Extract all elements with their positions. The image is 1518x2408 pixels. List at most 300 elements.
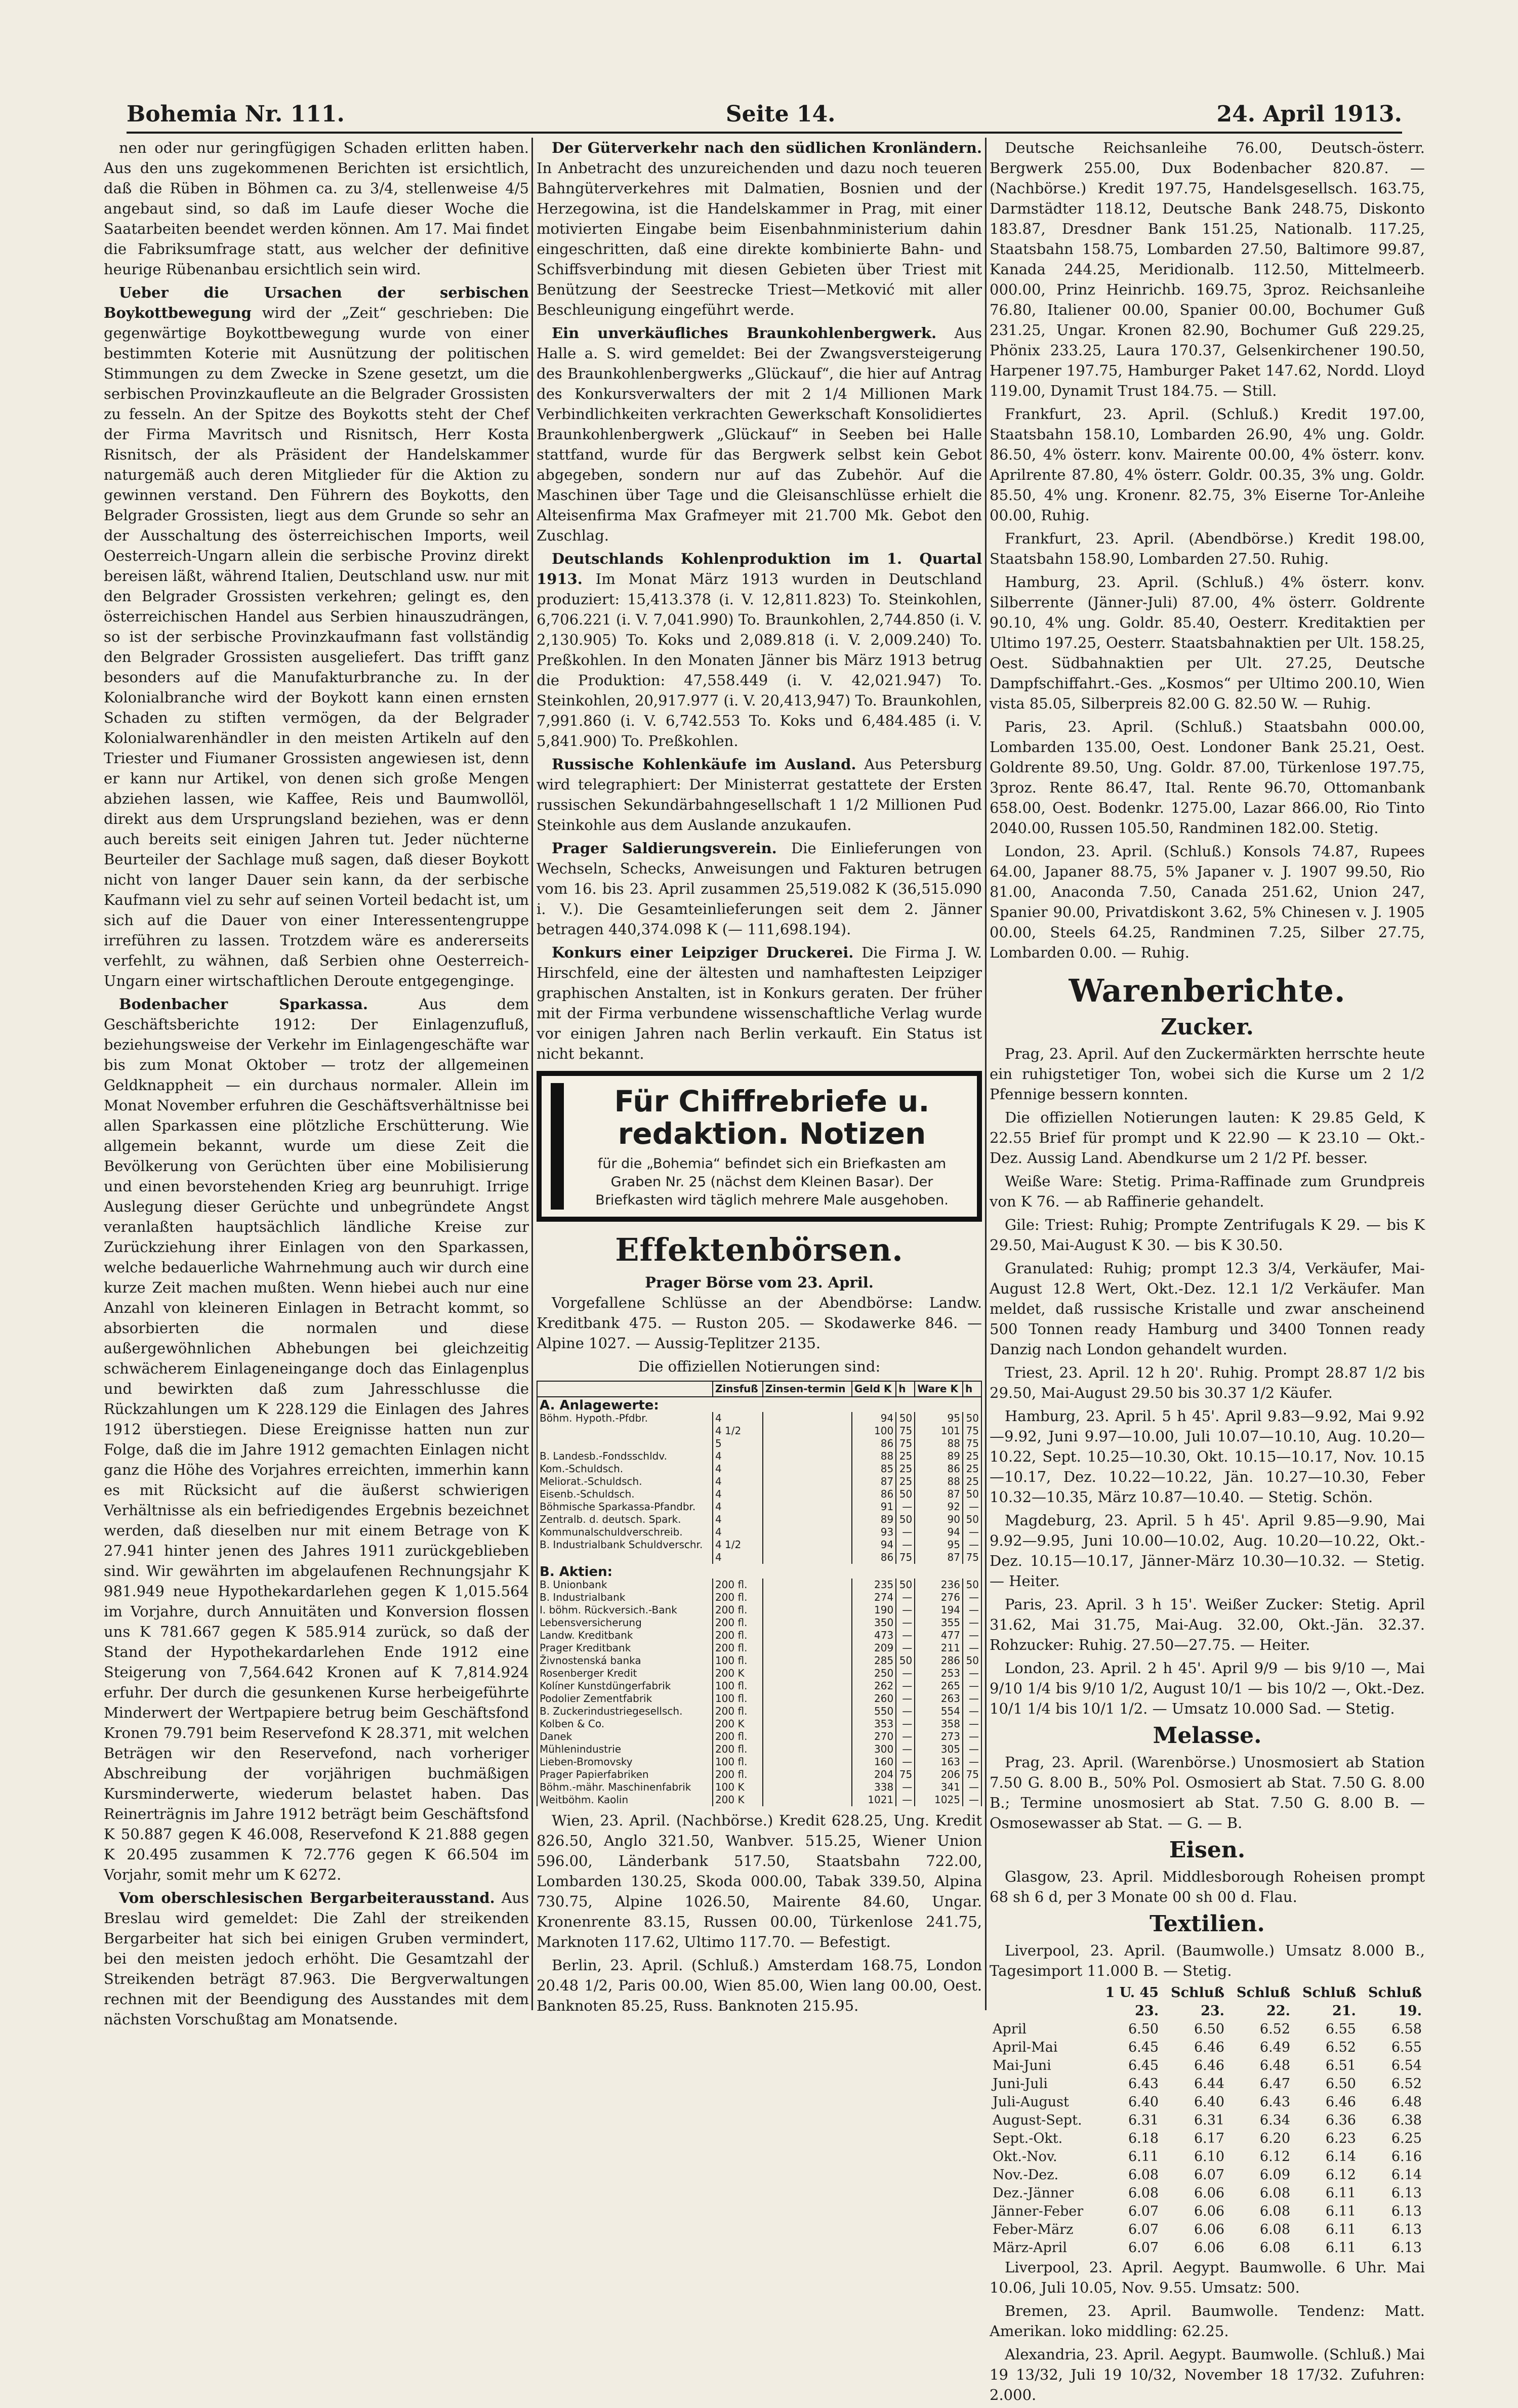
article-text: Die Firma J. W. Hirschfeld, eine der ältesten und namhaftesten Leipziger graphischen Anstalten, ist in Konkurs geraten. Der früher mit der Firma verbundene wissenschaftliche Verlag wurde vor einigen Jahren nach Berlin verkauft. Ein Status ist nicht bekannt. <box>537 944 982 1062</box>
table-cell: 285 <box>852 1654 896 1667</box>
table-cell: 6.40 <box>1128 2094 1159 2110</box>
table-header-cell: 1 U. 45 <box>1105 1985 1159 2001</box>
table-cell: 86 <box>852 1488 896 1501</box>
table-cell: 6.50 <box>1194 2021 1225 2037</box>
table-row <box>990 2184 1425 2203</box>
table-cell: 6.18 <box>1128 2131 1159 2146</box>
table-cell <box>763 1730 852 1743</box>
table-row <box>537 1437 981 1450</box>
table-cell: 6.52 <box>1325 2040 1356 2055</box>
table-cell: 286 <box>915 1654 963 1667</box>
table-cell: — <box>963 1616 981 1629</box>
article-text: In Anbetracht des unzureichenden und dazu noch teueren Bahngüterverkehres mit Dalmatien, Bosnien und der Herzegowina, ist die Handelskammer in Prag, mit einer motivierten Eingabe beim Eisenbahnministerium dahin eingeschritten, daß eine direkte kombinierte Bahn- und Schiffsverbindung mit diesen Gebieten über Triest mit Benützung der Seestrecke Triest—Metković mit aller Beschleunigung eingeführt werde. <box>537 159 982 318</box>
table-cell: 6.08 <box>1128 2185 1159 2201</box>
table-cell: Weitböhm. Kaolin <box>537 1794 713 1806</box>
table-cell: 50 <box>963 1488 981 1501</box>
table-cell: 95 <box>915 1412 963 1425</box>
table-group-row <box>537 1564 981 1579</box>
table-body <box>990 2020 1425 2257</box>
table-cell: — <box>896 1616 915 1629</box>
table-cell: 206 <box>915 1768 963 1781</box>
table-cell: — <box>896 1629 915 1642</box>
table-cell: — <box>896 1680 915 1692</box>
table-header-cell: 19. <box>1398 2003 1422 2019</box>
table-cell: 6.11 <box>1325 2240 1356 2256</box>
table-cell: — <box>896 1743 915 1756</box>
table-row <box>537 1513 981 1526</box>
table-cell: 6.50 <box>1325 2076 1356 2092</box>
table-cell: 25 <box>896 1463 915 1475</box>
table-cell: 6.51 <box>1325 2058 1356 2073</box>
table-cell: 6.08 <box>1128 2167 1159 2183</box>
table-cell: 86 <box>915 1463 963 1475</box>
table-cell: 305 <box>915 1743 963 1756</box>
table-cell: 477 <box>915 1629 963 1642</box>
table-cell: Lebensversicherung <box>537 1616 713 1629</box>
table-cell: 274 <box>852 1591 896 1604</box>
table-cell: April-Mai <box>993 2040 1058 2055</box>
table-cell: 95 <box>915 1539 963 1551</box>
article-text: Aus Halle a. S. wird gemeldet: Bei der Zwangsversteigerung des Braunkohlenbergwerks „Glückauf“, die hier auf Antrag des Konkursverwalters der mit 2 1/4 Millionen Mark Verbindlichkeiten verkrachten Gewerkschaft Konsolidiertes Braunkohlenbergwerk „Glückauf“ in Seeben bei Halle stattfand, wurde für das Bergwerk selbst kein Gebot abgegeben, sondern nur auf das Zubehör. Auf die Maschinen über Tage und die Gleisanschlüsse erhielt die Alteisenfirma Max Grafmeyer mit 21.700 Mk. Gebot den Zuschlag. <box>537 324 982 544</box>
table-cell: 6.11 <box>1325 2222 1356 2237</box>
table-cell: 6.54 <box>1391 2058 1422 2073</box>
table-cell: Zentralb. d. deutsch. Spark. <box>537 1513 713 1526</box>
table-cell: — <box>963 1781 981 1794</box>
table-cell: 6.40 <box>1194 2094 1225 2110</box>
table-cell: 6.55 <box>1391 2040 1422 2055</box>
table-cell: 200 K <box>713 1718 763 1730</box>
table-cell: — <box>963 1591 981 1604</box>
table-cell: 6.07 <box>1128 2240 1159 2256</box>
table-cell: 89 <box>915 1450 963 1463</box>
article-paragraph: Gile: Triest: Ruhig; Prompte Zentrifugals K 29. — bis K 29.50, Mai-August K 30. — bis K 30.50. <box>990 1216 1425 1254</box>
table-header-cell: 23. <box>1135 2003 1159 2019</box>
article-paragraph: Vorgefallene Schlüsse an der Abendbörse: Landw. Kreditbank 475. — Ruston 205. — Skodawerke 846. — Alpine 1027. — Aussig-Teplitzer 2135. <box>537 1294 982 1352</box>
table-header-row <box>990 2002 1425 2020</box>
table-cell <box>763 1539 852 1551</box>
column-3 <box>990 138 1425 2408</box>
table-cell: 6.44 <box>1194 2076 1225 2092</box>
table-row <box>537 1539 981 1551</box>
table-cell: Meliorat.-Schuldsch. <box>537 1475 713 1488</box>
table-cell: Böhmische Sparkassa-Pfandbr. <box>537 1501 713 1513</box>
table-cell: 4 1/2 <box>713 1539 763 1551</box>
table-row <box>537 1654 981 1667</box>
table-row <box>990 2093 1425 2111</box>
table-cell: 200 fl. <box>713 1642 763 1654</box>
article-paragraph <box>104 994 529 1885</box>
table-cell: 6.11 <box>1325 2204 1356 2219</box>
table-cell: 6.08 <box>1259 2185 1291 2201</box>
table-cell: 6.45 <box>1128 2040 1159 2055</box>
table-cell: 4 <box>713 1412 763 1425</box>
table-cell: 87 <box>915 1488 963 1501</box>
table-cell: — <box>896 1501 915 1513</box>
table-cell: — <box>896 1781 915 1794</box>
table-cell: — <box>963 1730 981 1743</box>
article-paragraph: Paris, 23. April. (Schluß.) Staatsbahn 000.00, Lombarden 135.00, Oest. Londoner Bank 25.21, Oest. Goldrente 89.50, Ung. Goldr. 87.00, Türkenlose 197.75, 3proz. Rente 86.47, Ital. Rente 96.70, Ottomanbank 658.00, Oest. Bodenkr. 1275.00, Lazar 866.00, Rio Tinto 2040.00, Russen 105.50, Randminen 182.00. Stetig. <box>990 718 1425 837</box>
table-cell: 94 <box>852 1412 896 1425</box>
table-cell <box>763 1501 852 1513</box>
table-cell: I. böhm. Rückversich.-Bank <box>537 1604 713 1616</box>
subsection-title: Prager Börse vom 23. April. <box>645 1274 874 1291</box>
table-cell: 6.49 <box>1259 2040 1291 2055</box>
table-cell: — <box>896 1667 915 1680</box>
table-cell: 6.06 <box>1194 2222 1225 2237</box>
table-cell: 200 fl. <box>713 1743 763 1756</box>
advertisement-title: Für Chiffrebriefe u. redaktion. Notizen <box>614 1084 930 1151</box>
table-row <box>537 1591 981 1604</box>
article-paragraph <box>104 282 529 991</box>
table-cell: 90 <box>915 1513 963 1526</box>
table-cell <box>763 1412 852 1425</box>
table-cell: 100 fl. <box>713 1680 763 1692</box>
table-group-label: A. Anlagewerte: <box>537 1397 981 1412</box>
article-heading: Russische Kohlenkäufe im Ausland. <box>552 756 856 773</box>
article-paragraph: Prag, 23. April. Auf den Zuckermärkten herrschte heute ein ruhigstetiger Ton, wobei sich die Kurse um 2 1/2 Pfennige bessern konnten. <box>990 1045 1425 1103</box>
stock-quotation-table <box>537 1381 982 1806</box>
article-paragraph: Hamburg, 23. April. 5 h 45'. April 9.83—9.92, Mai 9.92—9.92, Juni 9.97—10.00, Juli 10.07—10.10, Aug. 10.20—10.22, Sept. 10.25—10.30, Okt. 10.15—10.17, Nov. 10.15—10.17, Dez. 10.22—10.22, Jän. 10.27—10.30, Feber 10.32—10.35, März 10.87—10.40. — Stetig. Schön. <box>990 1407 1425 1506</box>
article-paragraph: Triest, 23. April. 12 h 20'. Ruhig. Prompt 28.87 1/2 bis 29.50, Mai-August 29.50 bis 30.37 1/2 Käufer. <box>990 1364 1425 1401</box>
article-heading: Ueber die Ursachen der serbischen Boykottbewegung <box>104 284 529 321</box>
table-cell: 100 fl. <box>713 1756 763 1768</box>
table-cell <box>763 1616 852 1629</box>
table-row <box>990 2166 1425 2184</box>
masthead-left: Bohemia Nr. 111. <box>127 101 345 127</box>
table-cell: — <box>963 1539 981 1551</box>
table-cell: — <box>963 1526 981 1539</box>
table-cell: — <box>963 1794 981 1806</box>
article-text: Aus Petersburg wird telegraphiert: Der Ministerrat gestattete der Ersten russischen Sekundärbahngesellschaft 1 1/2 Millionen Pud Steinkohle aus dem Auslande anzukaufen. <box>537 756 982 834</box>
table-cell: 473 <box>852 1629 896 1642</box>
subsection-title-textilien: Textilien. <box>1150 1911 1265 1937</box>
article-paragraph: Glasgow, 23. April. Middlesborough Roheisen prompt 68 sh 6 d, per 3 Monate 00 sh 00 d. Flau. <box>990 1868 1425 1905</box>
table-row <box>537 1616 981 1629</box>
table-cell: 6.11 <box>1128 2149 1159 2165</box>
table-row <box>990 2221 1425 2239</box>
table-cell: 250 <box>852 1667 896 1680</box>
table-row <box>537 1463 981 1475</box>
table-cell: 200 K <box>713 1667 763 1680</box>
table-row <box>537 1629 981 1642</box>
table-cell: 270 <box>852 1730 896 1743</box>
table-row <box>990 2130 1425 2148</box>
table-cell: 6.48 <box>1259 2058 1291 2073</box>
table-cell: Juni-Juli <box>993 2076 1048 2092</box>
table-row <box>990 2239 1425 2257</box>
article-paragraph: Liverpool, 23. April. (Baumwolle.) Umsatz 8.000 B., Tagesimport 11.000 B. — Stetig. <box>990 1942 1425 1979</box>
table-cell: 211 <box>915 1642 963 1654</box>
table-cell: 94 <box>915 1526 963 1539</box>
table-cell: 75 <box>896 1425 915 1437</box>
table-cell: 6.09 <box>1259 2167 1291 2183</box>
article-paragraph: Prag, 23. April. (Warenbörse.) Unosmosiert ab Station 7.50 G. 8.00 B., 50% Pol. Osmosiert ab Stat. 7.50 G. 8.00 B.; Termine unosmosiert ab Stat. 7.50 G. 8.00 B. — Osmosewasser ab Stat. — G. — B. <box>990 1754 1425 1832</box>
table-header-cell: Geld K <box>852 1381 896 1397</box>
table-cell: 1025 <box>915 1794 963 1806</box>
table-cell: 209 <box>852 1642 896 1654</box>
table-cell: 6.06 <box>1194 2240 1225 2256</box>
article-paragraph: Alexandria, 23. April. Aegypt. Baumwolle. (Schluß.) Mai 19 13/32, Juli 19 10/32, November 18 17/32. Zufuhren: 2.000. <box>990 2346 1425 2403</box>
table-row <box>537 1743 981 1756</box>
article-heading: Ein unverkäufliches Braunkohlenbergwerk. <box>552 324 937 342</box>
table-header-cell: Schluß <box>1237 1985 1291 2001</box>
table-cell: 1021 <box>852 1794 896 1806</box>
table-cell: 89 <box>852 1513 896 1526</box>
table-group-label: B. Aktien: <box>537 1564 981 1579</box>
table-row <box>990 2039 1425 2057</box>
table-cell: 6.07 <box>1128 2204 1159 2219</box>
table-cell: — <box>896 1539 915 1551</box>
table-cell: 6.12 <box>1325 2167 1356 2183</box>
table-cell: 265 <box>915 1680 963 1692</box>
section-title-effektenboersen: Effektenbörsen. <box>615 1231 904 1268</box>
table-cell: 75 <box>896 1768 915 1781</box>
subsection-title-melasse: Melasse. <box>1153 1723 1262 1749</box>
table-cell: 6.46 <box>1194 2040 1225 2055</box>
table-body <box>537 1397 981 1806</box>
article-paragraph: Liverpool, 23. April. Aegypt. Baumwolle. 6 Uhr. Mai 10.06, Juli 10.05, Nov. 9.55. Umsatz: 500. <box>990 2259 1425 2296</box>
table-cell <box>763 1463 852 1475</box>
table-cell: B. Zuckerindustriegesellsch. <box>537 1705 713 1718</box>
table-cell: 25 <box>896 1475 915 1488</box>
table-cell: — <box>896 1591 915 1604</box>
table-cell: 6.13 <box>1391 2204 1422 2219</box>
article-paragraph <box>537 138 982 320</box>
table-cell: 6.08 <box>1259 2204 1291 2219</box>
article-paragraph <box>537 549 982 751</box>
table-cell <box>763 1781 852 1794</box>
table-cell: Kolíner Kunstdüngerfabrik <box>537 1680 713 1692</box>
table-cell: 6.07 <box>1194 2167 1225 2183</box>
table-cell <box>763 1437 852 1450</box>
table-cell <box>763 1475 852 1488</box>
table-row <box>990 2020 1425 2039</box>
table-cell: 6.11 <box>1325 2185 1356 2201</box>
table-row <box>990 2075 1425 2093</box>
table-row <box>990 2148 1425 2166</box>
table-row <box>537 1680 981 1692</box>
table-row <box>537 1475 981 1488</box>
table-row <box>537 1667 981 1680</box>
table-cell: 163 <box>915 1756 963 1768</box>
table-cell: — <box>963 1718 981 1730</box>
article-text: Die Einlieferungen von Wechseln, Schecks, Anweisungen und Fakturen betrugen vom 16. bis 23. April zusammen 25,519.082 K (36,515.090 i. V.). Die Gesamteinlieferungen seit dem 2. Jänner betragen 440,374.098 K (— 111,698.194). <box>537 840 982 938</box>
table-cell: Prager Kreditbank <box>537 1642 713 1654</box>
table-cell: 93 <box>852 1526 896 1539</box>
column-rule <box>531 138 533 2010</box>
table-cell: — <box>963 1743 981 1756</box>
table-cell: 6.13 <box>1391 2185 1422 2201</box>
table-header-cell: h <box>896 1381 915 1397</box>
table-cell: 236 <box>915 1579 963 1591</box>
article-heading: Bodenbacher Sparkassa. <box>119 995 368 1013</box>
table-row <box>537 1579 981 1591</box>
table-cell: 6.06 <box>1194 2185 1225 2201</box>
table-cell: Sept.-Okt. <box>993 2131 1063 2146</box>
table-cell: — <box>896 1526 915 1539</box>
table-cell: — <box>963 1642 981 1654</box>
article-text: Im Monat März 1913 wurden in Deutschland produziert: 15,413.378 (i. V. 12,811.823) To. Steinkohlen, 6,706.221 (i. V. 7,041.990) To. Braunkohlen, 2,744.850 (i. V. 2,130.905) To. Koks und 2,089.818 (i. V. 2,009.240) To. Preßkohlen. In den Monaten Jänner bis März 1913 betrug die Produktion: 47,558.449 (i. V. 42,021.947) To. Steinkohlen, 20,917.977 (i. V. 20,413,947) To. Braunkohlen, 7,991.860 (i. V. 6,742.553 To. Koks und 6,484.485 (i. V. 5,841.900) To. Preßkohlen. <box>537 570 982 750</box>
table-cell <box>537 1437 713 1450</box>
table-cell: 75 <box>963 1437 981 1450</box>
table-cell: 85 <box>852 1463 896 1475</box>
table-cell: 358 <box>915 1718 963 1730</box>
table-cell: 350 <box>852 1616 896 1629</box>
article-paragraph: nen oder nur geringfügigen Schaden erlitten haben. Aus den uns zugekommenen Berichten ist ersichtlich, daß die Rüben in Böhmen ca. zu 3/4, stellenweise 4/5 angebaut sind, so daß im Laufe dieser Woche die Saatarbeiten beendet werden können. Am 17. Mai findet die Fabriksumfrage statt, aus welcher der definitive heurige Rübenanbau ersichtlich sein wird. <box>104 139 529 278</box>
table-cell: 200 fl. <box>713 1730 763 1743</box>
table-cell: 6.31 <box>1194 2112 1225 2128</box>
table-cell <box>763 1526 852 1539</box>
table-cell: 6.12 <box>1259 2149 1291 2165</box>
masthead-date: 24. April 1913. <box>1216 101 1402 127</box>
table-cell: 50 <box>963 1513 981 1526</box>
table-cell: Živnostenská banka <box>537 1654 713 1667</box>
table-cell: 25 <box>963 1475 981 1488</box>
table-cell <box>763 1488 852 1501</box>
table-header-cell <box>990 1984 1096 2002</box>
table-row <box>537 1501 981 1513</box>
table-cell: 6.13 <box>1391 2222 1422 2237</box>
table-cell: 87 <box>852 1475 896 1488</box>
article-heading: Vom oberschlesischen Bergarbeiterausstand. <box>119 1889 495 1906</box>
table-cell: 50 <box>896 1513 915 1526</box>
table-header-row <box>990 1984 1425 2002</box>
table-cell <box>537 1425 713 1437</box>
column-1 <box>104 138 529 2032</box>
table-cell: 86 <box>852 1551 896 1564</box>
table-cell: März-April <box>993 2240 1067 2256</box>
table-cell: 200 K <box>713 1794 763 1806</box>
table-cell: 25 <box>963 1450 981 1463</box>
table-cell <box>763 1551 852 1564</box>
table-cell: — <box>896 1642 915 1654</box>
table-cell <box>763 1794 852 1806</box>
table-cell: 88 <box>915 1437 963 1450</box>
table-cell: Rosenberger Kredit <box>537 1667 713 1680</box>
table-group-row <box>537 1397 981 1412</box>
table-cell: — <box>963 1705 981 1718</box>
article-paragraph: London, 23. April. 2 h 45'. April 9/9 — bis 9/10 —, Mai 9/10 1/4 bis 9/10 1/2, August 10/1 — bis 10/2 —, Okt.-Dez. 10/1 1/4 bis 10/1 1/2. — Umsatz 10.000 Sad. — Stetig. <box>990 1659 1425 1717</box>
table-cell <box>763 1680 852 1692</box>
table-cell: 50 <box>896 1579 915 1591</box>
table-header-cell: Zinsen-termin <box>763 1381 852 1397</box>
table-cell: 200 fl. <box>713 1616 763 1629</box>
table-cell: 262 <box>852 1680 896 1692</box>
article-paragraph <box>537 838 982 939</box>
table-cell: 50 <box>896 1412 915 1425</box>
table-cell: B. Industrialbank <box>537 1591 713 1604</box>
table-cell: Kom.-Schuldsch. <box>537 1463 713 1475</box>
table-cell: 355 <box>915 1616 963 1629</box>
article-text: wird der „Zeit“ geschrieben: Die gegenwärtige Boykottbewegung wurde von einer bestimmten Koterie mit Ausnützung der politischen Stimmungen zu dem Zwecke in Szene gesetzt, um die serbischen Provinzkaufleute an die Belgrader Grossisten zu fesseln. An der Spitze des Boykotts steht der Chef der Firma Mavritsch und Risnitsch, Herr Kosta Risnitsch, der als Präsident der Handelskammer naturgemäß auch deren Mitglieder für die Aktion zu gewinnen verstand. Den Führern des Boykotts, den Belgrader Grossisten, liegt aus dem Grunde so sehr an der Ausschaltung des österreichischen Imports, weil Oesterreich-Ungarn allein die serbische Provinz direkt bereisen läßt, während Italien, Deutschland usw. nur mit den Belgrader Grossisten verkehren; gelingt es, den österreichischen Handel aus Serbien hinauszudrängen, so ist der serbische Provinzkaufmann fast vollständig den Belgrader Grossisten ausgeliefert. Das trifft ganz besonders auf die Manufakturbranche zu. In der Kolonialbranche wird der Boykott kann einen ernsten Schaden zu stiften vermögen, da der Belgrader Kolonialwarenhändler in den meisten Artikeln auf den Triester und Fiumaner Grossisten angewiesen ist, denn er kann nur Artikel, von denen sich große Mengen abziehen lassen, wie Kaffee, Reis und Baumwollöl, direkt aus dem Ursprungsland beziehen, was er denn auch bereits seit einigen Jahren tut. Jeder nüchterne Beurteiler der Sachlage muß sagen, daß dieser Boykott nicht von langer Dauer sein kann, da der serbische Kaufmann viel zu sehr auf seinen Vorteil bedacht ist, um sich auf die Dauer von einer Interessentengruppe irreführen zu lassen. Trotzdem wäre es andererseits verfehlt, zu wähnen, daß Serbien ohne Oesterreich-Ungarn einer wirtschaftlichen Deroute entgegenginge. <box>104 304 529 989</box>
table-header-cell: Schluß <box>1368 1985 1422 2001</box>
table-cell: 6.31 <box>1128 2112 1159 2128</box>
table-cell: 260 <box>852 1692 896 1705</box>
table-cell: 253 <box>915 1667 963 1680</box>
table-cell: Prager Papierfabriken <box>537 1768 713 1781</box>
table-cell: — <box>896 1604 915 1616</box>
table-cell: — <box>896 1692 915 1705</box>
table-cell: 235 <box>852 1579 896 1591</box>
table-row <box>537 1781 981 1794</box>
table-cell <box>763 1604 852 1616</box>
table-cell <box>763 1692 852 1705</box>
table-cell: 4 <box>713 1463 763 1475</box>
table-header-row <box>537 1381 981 1397</box>
article-paragraph <box>104 1888 529 2029</box>
table-cell: 101 <box>915 1425 963 1437</box>
table-cell: 94 <box>852 1539 896 1551</box>
table-row <box>537 1425 981 1437</box>
table-header-cell <box>990 2002 1096 2020</box>
table-cell: 86 <box>852 1437 896 1450</box>
table-cell: 75 <box>963 1425 981 1437</box>
table-cell <box>763 1654 852 1667</box>
table-cell: 4 <box>713 1488 763 1501</box>
table-header-cell: Schluß <box>1302 1985 1356 2001</box>
table-cell: 4 <box>713 1475 763 1488</box>
table-cell <box>763 1705 852 1718</box>
article-paragraph <box>537 754 982 835</box>
table-cell: Mai-Juni <box>993 2058 1051 2073</box>
table-cell: 4 <box>713 1513 763 1526</box>
column-2 <box>537 138 982 2019</box>
table-cell: Okt.-Nov. <box>993 2149 1057 2165</box>
table-cell: 6.07 <box>1128 2222 1159 2237</box>
table-cell: — <box>896 1756 915 1768</box>
table-cell: — <box>963 1604 981 1616</box>
table-cell: 6.25 <box>1391 2131 1422 2146</box>
table-cell: 6.17 <box>1194 2131 1225 2146</box>
table-row <box>537 1604 981 1616</box>
table-cell: 4 <box>713 1501 763 1513</box>
table-row <box>537 1794 981 1806</box>
table-cell: 50 <box>896 1488 915 1501</box>
article-heading: Der Güterverkehr nach den südlichen Kronländern. <box>552 139 982 156</box>
table-cell: 338 <box>852 1781 896 1794</box>
table-row <box>990 2111 1425 2130</box>
table-cell: 6.08 <box>1259 2240 1291 2256</box>
cotton-price-table <box>990 1984 1425 2257</box>
subsection-title-zucker: Zucker. <box>1161 1014 1254 1040</box>
table-cell: 6.55 <box>1325 2021 1356 2037</box>
table-cell: Juli-August <box>993 2094 1069 2110</box>
table-cell: 6.52 <box>1391 2076 1422 2092</box>
table-cell: 6.50 <box>1128 2021 1159 2037</box>
table-cell: 87 <box>915 1551 963 1564</box>
table-row <box>990 2057 1425 2075</box>
table-cell: Podolier Zementfabrik <box>537 1692 713 1705</box>
table-cell: 6.43 <box>1259 2094 1291 2110</box>
table-cell: 4 <box>713 1450 763 1463</box>
table-cell: Eisenb.-Schuldsch. <box>537 1488 713 1501</box>
table-cell <box>763 1667 852 1680</box>
table-row <box>537 1692 981 1705</box>
table-cell: 50 <box>963 1654 981 1667</box>
table-cell: 273 <box>915 1730 963 1743</box>
table-cell: 100 fl. <box>713 1654 763 1667</box>
table-cell: Jänner-Feber <box>993 2204 1084 2219</box>
table-cell: 6.43 <box>1128 2076 1159 2092</box>
table-cell: 6.36 <box>1325 2112 1356 2128</box>
table-cell: 6.46 <box>1194 2058 1225 2073</box>
table-cell: 160 <box>852 1756 896 1768</box>
table-cell: 6.46 <box>1325 2094 1356 2110</box>
table-row <box>537 1488 981 1501</box>
table-cell: 6.16 <box>1391 2149 1422 2165</box>
table-cell: Landw. Kreditbank <box>537 1629 713 1642</box>
table-cell: 25 <box>896 1450 915 1463</box>
